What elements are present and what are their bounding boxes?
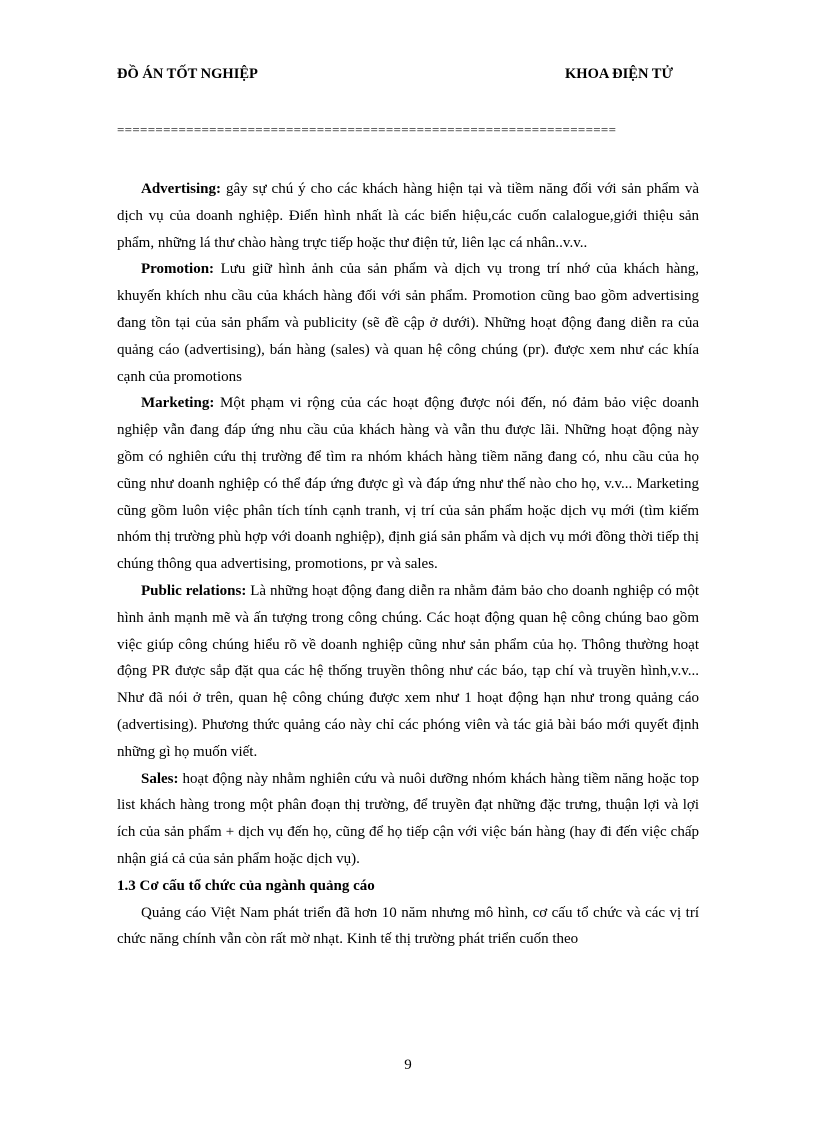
paragraph-advertising — [117, 176, 699, 256]
text-sales: hoạt động này nhằm nghiên cứu và nuôi dưỡng nhóm khách hàng tiềm năng hoặc top list khách hàng trong một phân đoạn thị trường, để truyền đạt những đặc trưng, thuận lợi và lợi ích của sản phẩm + dịch vụ đến họ, cũng để họ tiếp cận với việc bán hàng (hay đi đến việc chấp nhận giá cả của sản phẩm hoặc dịch vụ). — [117, 770, 699, 867]
term-public-relations: Public relations: — [141, 582, 247, 599]
page-body — [117, 176, 699, 953]
page-number: 9 — [404, 1057, 412, 1073]
separator-line: ================================================================= — [117, 122, 617, 137]
paragraph-sales — [117, 766, 699, 873]
paragraph-promotion — [117, 256, 699, 390]
section-heading: 1.3 Cơ cấu tổ chức của ngành quảng cáo — [117, 877, 375, 894]
text-public-relations: Là những hoạt động đang diễn ra nhằm đảm bảo cho doanh nghiệp có một hình ảnh mạnh mẽ và ấn tượng trong công chúng. Các hoạt động quan hệ công chúng bao gồm việc giúp công chúng hiểu rõ về doanh nghiệp cũng như sản phẩm của họ. Thông thường hoạt động PR được sắp đặt qua các hệ thống truyền thông như các báo, tạp chí và truyền hình,v.v... Như đã nói ở trên, quan hệ công chúng được xem như 1 hoạt động hạn như trong quảng cáo (advertising). Phương thức quảng cáo này chỉ các phóng viên và tác giả bài báo mới quyết định những gì họ muốn viết. — [117, 582, 699, 760]
term-promotion: Promotion: — [141, 261, 215, 278]
header-thesis-title: ĐỒ ÁN TỐT NGHIỆP — [117, 66, 258, 82]
paragraph-marketing — [117, 390, 699, 578]
term-advertising: Advertising: — [141, 181, 221, 197]
header-faculty: KHOA ĐIỆN TỬ — [565, 66, 673, 82]
term-sales: Sales: — [141, 770, 179, 787]
text-advertising: gây sự chú ý cho các khách hàng hiện tại và tiềm năng đối với sản phẩm và dịch vụ của doanh nghiệp. Điển hình nhất là các biển hiệu,các cuốn calalogue,giới thiệu sản phẩm, những lá thư chào hàng trực tiếp hoặc thư điện tử, liên lạc cá nhân..v.v.. — [117, 181, 699, 251]
paragraph-public-relations — [117, 578, 699, 766]
text-marketing: Một phạm vi rộng của các hoạt động được nói đến, nó đảm bảo việc doanh nghiệp vẫn đang đáp ứng nhu cầu của khách hàng và vẫn thu được lãi. Những hoạt động này gồm có nghiên cứu thị trường để tìm ra nhóm khách hàng tiềm năng đang có, nhu cầu của họ cũng như doanh nghiệp có thể đáp ứng được gì và đáp ứng như thế nào cho họ, v.v... Marketing cũng gồm luôn việc phân tích tính cạnh tranh, vị trí của sản phẩm hoặc dịch vụ mới (tìm kiếm nhóm thị trường phù hợp với doanh nghiệp), định giá sản phẩm và dịch vụ mới đồng thời tiếp thị chúng thông qua advertising, promotions, pr và sales. — [117, 395, 699, 573]
term-marketing: Marketing: — [141, 395, 215, 412]
page-header — [117, 66, 677, 88]
text-promotion: Lưu giữ hình ảnh của sản phẩm và dịch vụ trong trí nhớ của khách hàng, khuyến khích nhu cầu của khách hàng đối với sản phẩm. Promotion cũng bao gồm advertising đang tồn tại của sản phẩm và publicity (sẽ đề cập ở dưới). Những hoạt động đang diễn ra của quảng cáo (advertising), bán hàng (sales) và quan hệ công chúng (pr). được xem như các khía cạnh của promotions — [117, 261, 699, 385]
paragraph-closing: Quảng cáo Việt Nam phát triển đã hơn 10 năm nhưng mô hình, cơ cấu tổ chức và các vị trí chức năng chính vẫn còn rất mờ nhạt. Kinh tế thị trường phát triển cuốn theo — [117, 904, 699, 948]
